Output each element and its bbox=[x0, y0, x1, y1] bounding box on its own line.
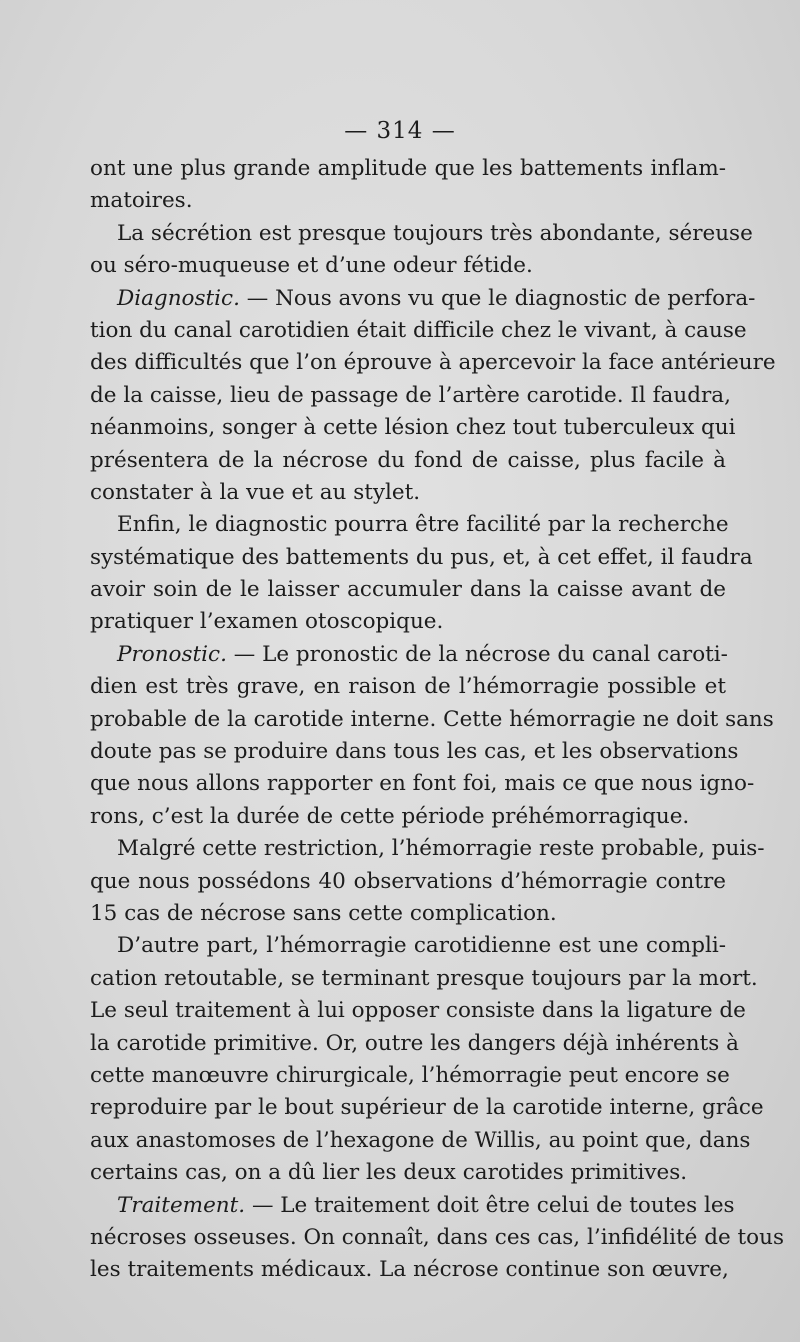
text-line bbox=[90, 704, 774, 736]
line-text: probable de la carotide interne. Cette hémorragie ne doit sans bbox=[90, 706, 774, 732]
text-line bbox=[90, 542, 753, 574]
line-text: — Nous avons vu que le diagnostic de perfora- bbox=[239, 285, 756, 311]
line-text: aux anastomoses de l’hexagone de Willis, au point que, dans bbox=[90, 1127, 751, 1153]
line-text: — Le pronostic de la nécrose du canal caroti- bbox=[226, 641, 728, 667]
text-line bbox=[90, 283, 756, 315]
text-line bbox=[90, 477, 726, 509]
text-line bbox=[90, 1028, 739, 1060]
text-line bbox=[90, 315, 747, 347]
text-line bbox=[90, 1125, 751, 1157]
text-line bbox=[90, 1157, 726, 1189]
line-text: reproduire par le bout supérieur de la carotide interne, grâce bbox=[90, 1095, 764, 1121]
line-text: rons, c’est la durée de cette période préhémorragique. bbox=[90, 803, 690, 829]
line-text: que nous allons rapporter en font foi, mais ce que nous igno- bbox=[90, 771, 755, 797]
text-line bbox=[90, 801, 726, 833]
text-line bbox=[90, 995, 746, 1027]
line-text: cation retoutable, se terminant presque toujours par la mort. bbox=[90, 965, 758, 991]
page-number: — 314 — bbox=[344, 118, 456, 144]
text-line bbox=[90, 1190, 735, 1222]
line-text: D’autre part, l’hémorragie carotidienne est une compli- bbox=[117, 933, 726, 959]
line-text: La sécrétion est presque toujours très abondante, séreuse bbox=[117, 220, 753, 246]
body-text bbox=[90, 153, 784, 1287]
line-text: nécroses osseuses. On connaît, dans ces cas, l’infidélité de tous bbox=[90, 1224, 784, 1250]
text-line bbox=[90, 347, 776, 379]
line-text: avoir soin de le laisser accumuler dans la caisse avant de bbox=[90, 577, 726, 603]
text-line bbox=[90, 833, 765, 865]
line-text: que nous possédons 40 observations d’hémorragie contre bbox=[90, 868, 726, 894]
line-text: la carotide primitive. Or, outre les dangers déjà inhérents à bbox=[90, 1030, 739, 1056]
text-line bbox=[90, 1092, 764, 1124]
line-text: systématique des battements du pus, et, à cet effet, il faudra bbox=[90, 544, 753, 570]
line-text: ont une plus grande amplitude que les battements inflam- bbox=[90, 156, 726, 181]
text-line bbox=[90, 218, 753, 250]
line-text: dien est très grave, en raison de l’hémorragie possible et bbox=[90, 674, 726, 700]
line-text: — Le traitement doit être celui de toutes les bbox=[245, 1192, 735, 1218]
text-line bbox=[90, 866, 726, 898]
section-heading: Diagnostic. bbox=[117, 285, 240, 311]
line-text: tion du canal carotidien était difficile chez le vivant, à cause bbox=[90, 317, 747, 343]
line-text: de la caisse, lieu de passage de l’artère carotide. Il faudra, bbox=[90, 382, 731, 408]
text-line bbox=[90, 606, 726, 638]
text-line bbox=[90, 153, 726, 185]
line-text: matoires. bbox=[90, 188, 193, 214]
line-text: des difficultés que l’on éprouve à apercevoir la face antérieure bbox=[90, 350, 776, 376]
line-text: néanmoins, songer à cette lésion chez tout tuberculeux qui bbox=[90, 415, 736, 441]
text-line bbox=[90, 768, 755, 800]
text-line bbox=[90, 509, 729, 541]
line-text: pratiquer l’examen otoscopique. bbox=[90, 609, 444, 635]
line-text: Le seul traitement à lui opposer consiste dans la ligature de bbox=[90, 998, 746, 1024]
section-heading: Traitement. bbox=[117, 1192, 246, 1218]
line-text: constater à la vue et au stylet. bbox=[90, 479, 421, 505]
text-line bbox=[90, 185, 726, 217]
text-line bbox=[90, 898, 726, 930]
line-text: Enfin, le diagnostic pourra être facilité par la recherche bbox=[117, 512, 729, 538]
text-line bbox=[90, 736, 739, 768]
text-line bbox=[90, 963, 758, 995]
line-text: doute pas se produire dans tous les cas, et les observations bbox=[90, 739, 739, 765]
section-heading: Pronostic. bbox=[117, 641, 227, 667]
text-line bbox=[90, 1060, 730, 1092]
text-line bbox=[90, 412, 736, 444]
text-line bbox=[90, 671, 726, 703]
text-line bbox=[90, 380, 731, 412]
line-text: certains cas, on a dû lier les deux carotides primitives. bbox=[90, 1160, 688, 1186]
text-line bbox=[90, 1222, 784, 1254]
text-line bbox=[90, 250, 726, 282]
line-text: ou séro-muqueuse et d’une odeur fétide. bbox=[90, 253, 533, 279]
line-text: les traitements médicaux. La nécrose continue son œuvre, bbox=[90, 1257, 729, 1283]
line-text: présentera de la nécrose du fond de caisse, plus facile à bbox=[90, 447, 726, 473]
text-line bbox=[90, 639, 726, 671]
line-text: Malgré cette restriction, l’hémorragie reste probable, puis- bbox=[117, 836, 765, 862]
line-text: 15 cas de nécrose sans cette complication. bbox=[90, 900, 557, 926]
text-line bbox=[90, 574, 726, 606]
text-line bbox=[90, 445, 726, 477]
text-line bbox=[90, 930, 726, 962]
line-text: cette manœuvre chirurgicale, l’hémorragie peut encore se bbox=[90, 1062, 730, 1088]
text-line bbox=[90, 1254, 729, 1286]
